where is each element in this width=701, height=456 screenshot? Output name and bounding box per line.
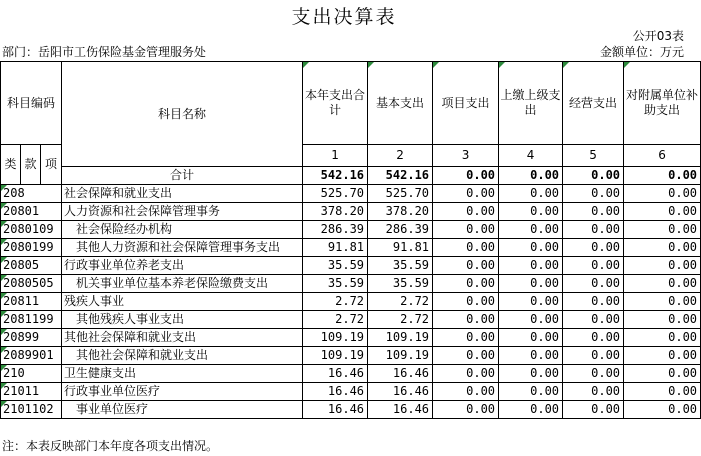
subject-code: 21011 [1,383,62,401]
header-business: 经营支出 [563,62,624,145]
subject-name: 其他社会保障和就业支出 [62,329,303,347]
subject-name: 人力资源和社会保障管理事务 [62,203,303,221]
table-body [1,185,701,419]
amount-cell: 0.00 [433,401,499,419]
table-row [1,401,701,419]
amount-cell: 0.00 [624,257,701,275]
amount-cell: 0.00 [563,311,624,329]
amount-cell: 16.46 [303,401,368,419]
amount-cell: 0.00 [433,329,499,347]
amount-cell: 525.70 [303,185,368,203]
subject-code: 208 [1,185,62,203]
amount-cell: 0.00 [563,347,624,365]
cell-marker [624,62,630,68]
amount-cell: 0.00 [499,365,563,383]
amount-cell: 0.00 [624,401,701,419]
amount-cell: 0.00 [433,257,499,275]
table-number: 公开03表 [632,29,684,43]
total-value: 0.00 [499,167,563,185]
amount-cell: 0.00 [624,275,701,293]
subject-name: 残疾人事业 [62,293,303,311]
total-value: 542.16 [368,167,433,185]
amount-cell: 35.59 [303,275,368,293]
total-value: 0.00 [624,167,701,185]
amount-cell: 0.00 [433,203,499,221]
cell-marker [1,185,7,191]
subject-name: 社会保障和就业支出 [62,185,303,203]
subject-name: 其他社会保障和就业支出 [62,347,303,365]
table-row [1,347,701,365]
amount-cell: 91.81 [303,239,368,257]
header-subject-code: 科目编码 [1,62,62,145]
amount-cell: 378.20 [303,203,368,221]
header-upload: 上缴上级支出 [499,62,563,145]
amount-cell: 0.00 [499,185,563,203]
amount-cell: 2.72 [303,293,368,311]
subject-name: 机关事业单位基本养老保险缴费支出 [62,275,303,293]
amount-cell: 0.00 [624,347,701,365]
unit-label: 金额单位：万元 [599,45,684,59]
amount-cell: 0.00 [433,311,499,329]
amount-cell: 0.00 [563,293,624,311]
table-row [1,365,701,383]
amount-cell: 0.00 [433,239,499,257]
subject-name: 卫生健康支出 [62,365,303,383]
amount-cell: 109.19 [368,347,433,365]
table-row [1,275,701,293]
cell-marker [1,221,7,227]
amount-cell: 0.00 [624,311,701,329]
amount-cell: 286.39 [368,221,433,239]
amount-cell: 0.00 [563,329,624,347]
amount-cell: 2.72 [303,311,368,329]
amount-cell: 35.59 [368,257,433,275]
amount-cell: 525.70 [368,185,433,203]
amount-cell: 0.00 [624,365,701,383]
header-lei: 类 [1,145,21,185]
table-row [1,185,701,203]
header-subject-name: 科目名称 [62,62,303,167]
amount-cell: 109.19 [368,329,433,347]
header-xiang: 项 [41,145,62,185]
amount-cell: 16.46 [303,365,368,383]
amount-cell: 91.81 [368,239,433,257]
subject-code: 20801 [1,203,62,221]
subject-code: 2081199 [1,311,62,329]
amount-cell: 35.59 [368,275,433,293]
header-kuan: 款 [21,145,41,185]
subject-code: 20899 [1,329,62,347]
subject-name: 其他人力资源和社会保障管理事务支出 [62,239,303,257]
table-row [1,203,701,221]
subject-code: 2080505 [1,275,62,293]
header-row [1,62,701,145]
cell-marker [1,383,7,389]
amount-cell: 0.00 [563,257,624,275]
total-value: 0.00 [433,167,499,185]
header-subsidy: 对附属单位补助支出 [624,62,701,145]
amount-cell: 0.00 [433,185,499,203]
cell-marker [1,365,7,371]
subject-name: 行政事业单位养老支出 [62,257,303,275]
header-total: 本年支出合计 [303,62,368,145]
table-row [1,329,701,347]
column-number: 4 [499,145,563,167]
amount-cell: 109.19 [303,347,368,365]
subject-code: 2101102 [1,401,62,419]
table-row [1,383,701,401]
table-row [1,221,701,239]
cell-marker [433,62,439,68]
amount-cell: 0.00 [563,239,624,257]
amount-cell: 0.00 [499,239,563,257]
amount-cell: 16.46 [368,383,433,401]
table-row [1,239,701,257]
cell-marker [1,239,7,245]
amount-cell: 0.00 [624,293,701,311]
cell-marker [1,347,7,353]
amount-cell: 286.39 [303,221,368,239]
cell-marker [499,62,505,68]
cell-marker [1,203,7,209]
header-basic: 基本支出 [368,62,433,145]
total-label: 合计 [62,167,303,185]
amount-cell: 0.00 [563,203,624,221]
amount-cell: 0.00 [433,365,499,383]
amount-cell: 0.00 [499,347,563,365]
amount-cell: 378.20 [368,203,433,221]
cell-marker [563,62,569,68]
total-value: 0.00 [563,167,624,185]
amount-cell: 0.00 [499,221,563,239]
amount-cell: 0.00 [499,401,563,419]
cell-marker [1,293,7,299]
amount-cell: 0.00 [499,383,563,401]
amount-cell: 0.00 [563,401,624,419]
cell-marker [303,62,309,68]
subject-code: 2080109 [1,221,62,239]
amount-cell: 0.00 [433,347,499,365]
total-value: 542.16 [303,167,368,185]
amount-cell: 0.00 [624,383,701,401]
amount-cell: 0.00 [499,257,563,275]
subject-code: 20805 [1,257,62,275]
amount-cell: 0.00 [624,203,701,221]
subject-code: 210 [1,365,62,383]
column-number: 1 [303,145,368,167]
amount-cell: 0.00 [624,185,701,203]
expenditure-table [0,61,701,419]
department-label: 部门：岳阳市工伤保险基金管理服务处 [2,45,207,59]
amount-cell: 16.46 [368,401,433,419]
subject-name: 事业单位医疗 [62,401,303,419]
header-project: 项目支出 [433,62,499,145]
subject-code: 2089901 [1,347,62,365]
table-row [1,311,701,329]
cell-marker [1,275,7,281]
table-row [1,293,701,311]
amount-cell: 0.00 [499,275,563,293]
amount-cell: 0.00 [624,239,701,257]
amount-cell: 0.00 [433,383,499,401]
cell-marker [1,311,7,317]
amount-cell: 0.00 [433,275,499,293]
amount-cell: 0.00 [624,329,701,347]
amount-cell: 0.00 [563,221,624,239]
amount-cell: 0.00 [563,365,624,383]
info-row [0,45,688,60]
cell-marker [1,257,7,263]
amount-cell: 0.00 [499,293,563,311]
amount-cell: 0.00 [499,311,563,329]
amount-cell: 0.00 [433,221,499,239]
amount-cell: 0.00 [563,275,624,293]
amount-cell: 109.19 [303,329,368,347]
cell-marker [368,62,374,68]
amount-cell: 16.46 [368,365,433,383]
amount-cell: 0.00 [499,203,563,221]
amount-cell: 0.00 [563,185,624,203]
column-number: 5 [563,145,624,167]
total-row [1,167,701,185]
amount-cell: 0.00 [624,221,701,239]
amount-cell: 2.72 [368,293,433,311]
page-title: 支出决算表 [291,6,397,28]
amount-cell: 0.00 [499,329,563,347]
subject-code: 2080199 [1,239,62,257]
subject-name: 行政事业单位医疗 [62,383,303,401]
footnote: 注：本表反映部门本年度各项支出情况。 [2,439,219,453]
subject-code: 20811 [1,293,62,311]
column-number: 6 [624,145,701,167]
amount-cell: 35.59 [303,257,368,275]
amount-cell: 16.46 [303,383,368,401]
amount-cell: 0.00 [433,293,499,311]
amount-cell: 2.72 [368,311,433,329]
subject-name: 其他残疾人事业支出 [62,311,303,329]
subject-name: 社会保险经办机构 [62,221,303,239]
cell-marker [1,401,7,407]
amount-cell: 0.00 [563,383,624,401]
table-row [1,257,701,275]
column-number: 3 [433,145,499,167]
cell-marker [1,329,7,335]
column-number: 2 [368,145,433,167]
